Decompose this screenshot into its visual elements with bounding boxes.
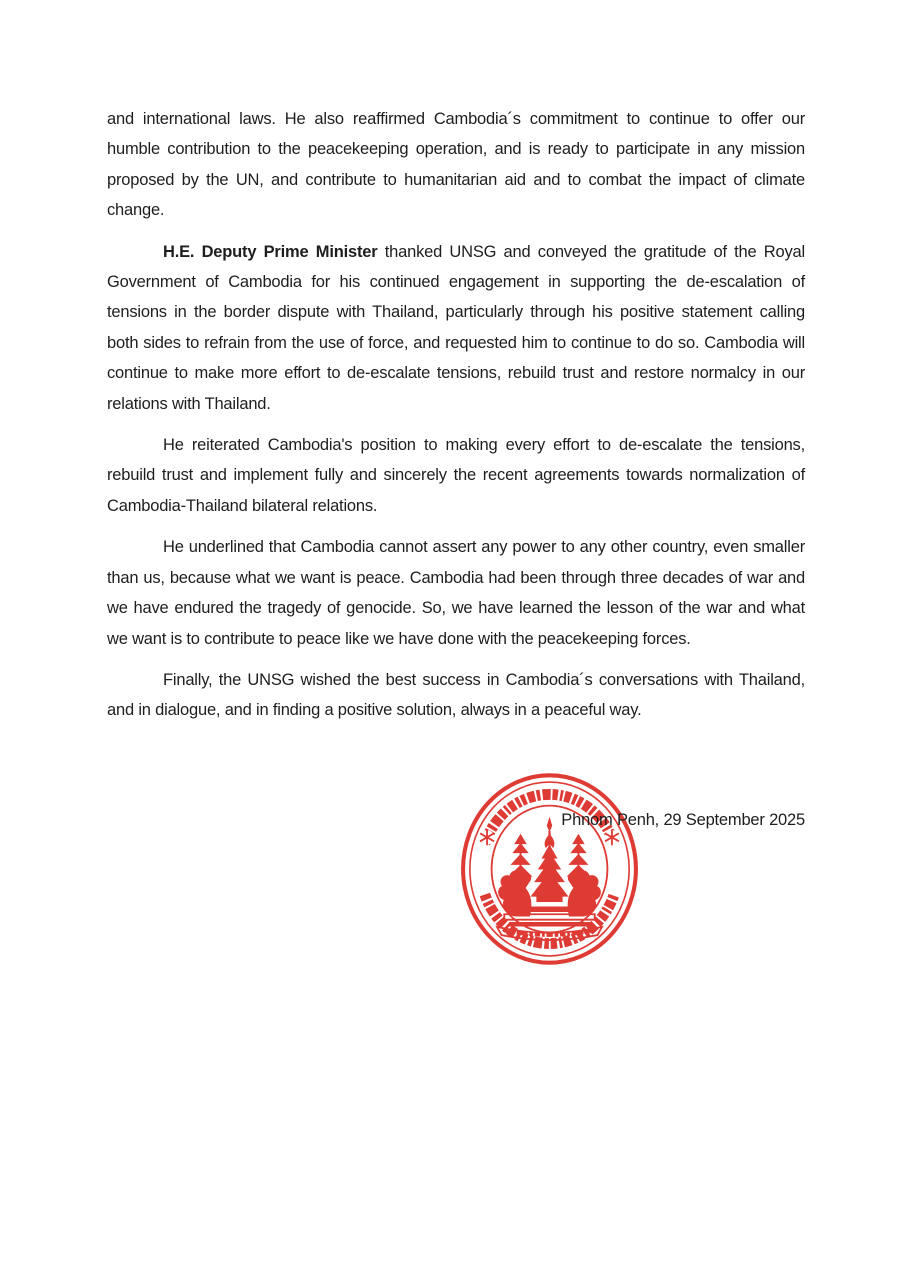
paragraph-text: Finally, the UNSG wished the best success in Cambodia´s conversations with Thailand, and in dialogue, and in finding a positive solution, always in a peaceful way.: [107, 670, 805, 720]
paragraph: [107, 237, 805, 419]
royal-arms-emblem: [497, 818, 602, 940]
document-body: [107, 104, 805, 737]
dateline: Phnom Penh, 29 September 2025: [561, 811, 805, 829]
official-red-seal-stamp-icon: [459, 771, 640, 967]
paragraph: [107, 430, 805, 521]
paragraph-text: thanked UNSG and conveyed the gratitude of the Royal Government of Cambodia for his continued engagement in supporting the de-escalation of tensions in the border dispute with Thailand, particularly through his positive statement calling both sides to refrain from the use of force, and requested him to continue to do so. Cambodia will continue to make more effort to de-escalate tensions, rebuild trust and restore normalcy in our relations with Thailand.: [107, 242, 805, 413]
paragraph: [107, 665, 805, 726]
paragraph: [107, 532, 805, 654]
paragraph-text: He reiterated Cambodia's position to making every effort to de-escalate the tensions, rebuild trust and implement fully and sincerely the recent agreements towards normalization of Cambodia-Thailand bilateral relations.: [107, 436, 805, 515]
paragraph-lead-bold: H.E. Deputy Prime Minister: [163, 242, 378, 261]
paragraph-text: He underlined that Cambodia cannot assert any power to any other country, even smaller than us, because what we want is peace. Cambodia had been through three decades of war and we have endured the tragedy of genocide. So, we have learned the lesson of the war and what we want is to contribute to peace like we have done with the peacekeeping forces.: [107, 538, 805, 648]
paragraph: [107, 104, 805, 226]
paragraph-text: and international laws. He also reaffirmed Cambodia´s commitment to continue to offer our humble contribution to the peacekeeping operation, and is ready to participate in any mission proposed by the UN, and contribute to humanitarian aid and to combat the impact of climate change.: [107, 110, 805, 220]
